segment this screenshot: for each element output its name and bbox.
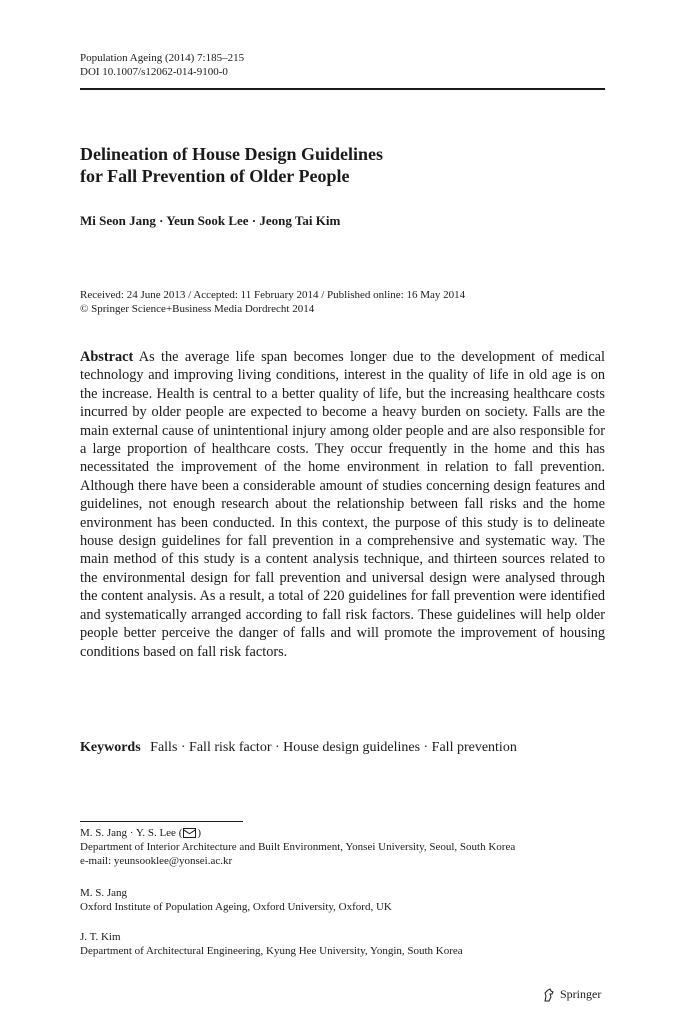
publisher-name: Springer [560,987,602,1001]
title-line-2: for Fall Prevention of Older People [80,166,350,186]
envelope-icon [183,828,196,838]
affiliation-1-email[interactable]: e-mail: yeunsooklee@yonsei.ac.kr [80,855,233,867]
journal-citation: Population Ageing (2014) 7:185–215 [80,52,245,64]
affiliation-1-names [80,826,515,840]
header-rule [80,88,605,90]
affiliation-3 [80,930,463,958]
publisher-logo [542,987,601,1002]
affiliation-1 [80,826,515,868]
copyright-line: © Springer Science+Business Media Dordrecht 2014 [80,303,315,315]
affiliation-3-dept: Department of Architectural Engineering, Kyung Hee University, Yongin, South Korea [80,945,463,957]
affiliation-1-dept: Department of Interior Architecture and Built Environment, Yonsei University, Seoul, South Korea [80,841,516,853]
keywords-text: Falls · Fall risk factor · House design guidelines · Fall prevention [150,740,517,755]
doi: DOI 10.1007/s12062-014-9100-0 [80,66,228,78]
keywords [80,740,517,756]
abstract [80,348,605,661]
journal-header [80,51,244,79]
author-list: Mi Seon Jang · Yeun Sook Lee · Jeong Tai Kim [80,213,341,228]
affiliation-1-names-text: M. S. Jang · Y. S. Lee ( [80,827,183,839]
publication-history [80,288,465,316]
affiliation-3-name: J. T. Kim [80,931,121,943]
footnote-rule [80,821,243,822]
affiliation-2-name: M. S. Jang [80,887,128,899]
title-line-1: Delineation of House Design Guidelines [80,144,384,164]
springer-horse-icon [542,988,556,1002]
keywords-label: Keywords [80,740,141,755]
affiliation-1-names-close: ) [197,827,202,839]
abstract-text: As the average life span becomes longer due to the development of medical technology and improving living conditions, interest in the quality of life in old age is on the increase. Health is central to a better quality of life, but the increasing healthcare costs incurred by older people are expected to become a heavy burden on society. Falls are the main external cause of unintentional injury among older people and are also responsible for a large proportion of healthcare costs. They occur frequently in the home and this has necessitated the improvement of the home environment in relation to fall prevention. Although there have been a considerable amount of studies concerning design features and guidelines, not enough research about the relationship between fall risks and the home environment has been conducted. In this context, the purpose of this study is to delineate house design guidelines for fall prevention in a comprehensive and systematic way. The main method of this study is a content analysis technique, and thirteen sources related to the environmental design for fall prevention and universal design were analysed through the content analysis. As a result, a total of 220 guidelines for fall prevention were identified and systematically arranged according to fall risk factors. These guidelines will help older people better perceive the danger of falls and will promote the improvement of housing conditions based on fall risk factors. [80,349,605,660]
date-history: Received: 24 June 2013 / Accepted: 11 February 2014 / Published online: 16 May 2014 [80,289,466,301]
affiliation-2-dept: Oxford Institute of Population Ageing, Oxford University, Oxford, UK [80,901,392,913]
affiliation-2 [80,886,392,914]
article-title [80,143,605,187]
abstract-label: Abstract [80,349,134,365]
